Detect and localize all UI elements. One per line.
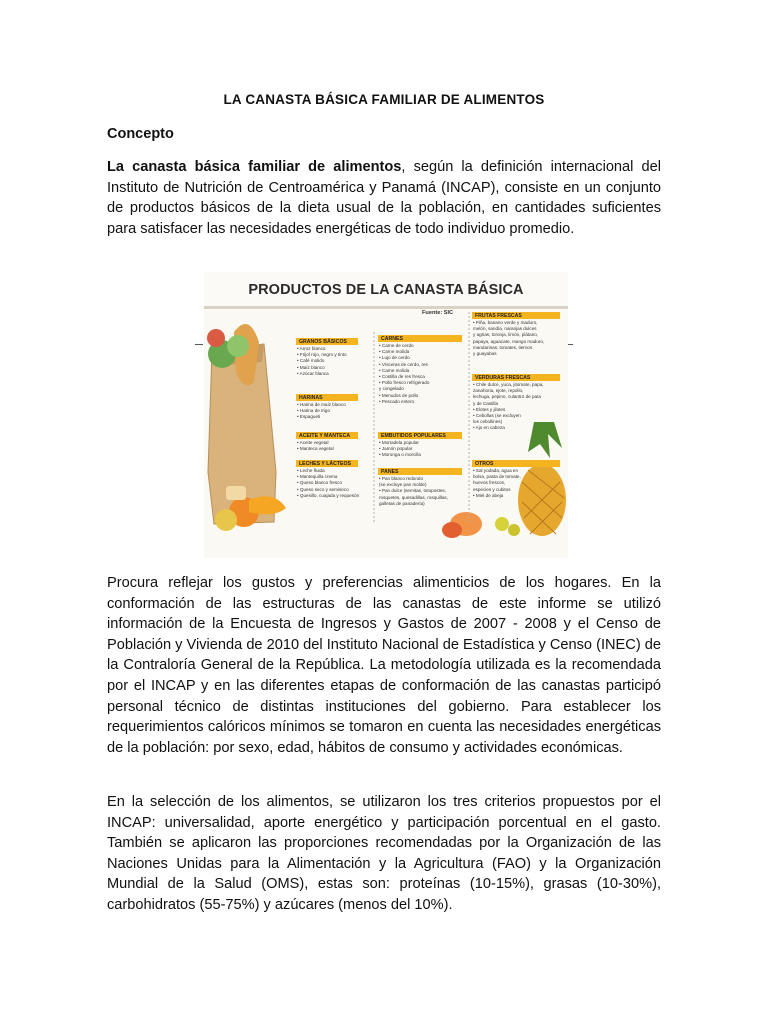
category-items bbox=[379, 476, 448, 507]
category-item: • Espagueti bbox=[297, 414, 321, 420]
category-item: • Queso blanco fresco bbox=[297, 480, 343, 486]
category-item: • Harina de trigo bbox=[297, 408, 331, 414]
category-item: • Chile dulce, yuca, jitomate, papa, bbox=[473, 382, 544, 387]
paragraph-definition-text: , según la definición internacional del Instituto de Nutrición de Centroamérica y Panamá (INCAP), consiste en un conjunto de productos básicos de la dieta usual de la población, en cantidades suficientes para satisfacer las necesidades energéticas de todo individuo promedio. bbox=[107, 159, 661, 237]
category-label: FRUTAS FRESCAS bbox=[472, 312, 560, 319]
category-item: • Carne molida bbox=[379, 349, 410, 355]
paragraph-gustos: Procura reflejar los gustos y preferencias alimenticios de los hogares. En la conformación de las estructuras de las canastas de este informe se utilizó información de la Encuesta de Ingresos y Gastos de 2007 - 2008 y el Censo de Población y Vivienda de 2010 del Instituto Nacional de Estadística y Censo (INEC) de la Contraloría General de la República. La metodología utilizada es la recomendada por el INCAP y en las diferentes etapas de conformación de las canastas participó personal técnico de distintas instituciones del gobierno. Para establecer los requerimientos calóricos mínimos se tomaron en cuenta las necesidades energéticas de la población: por sexo, edad, hábitos de consumo y actividades económicas. bbox=[107, 575, 661, 756]
category-item: y congelado bbox=[379, 386, 404, 392]
category-item: • Carne molida bbox=[379, 367, 410, 373]
figure-canasta-basica bbox=[204, 272, 568, 558]
category-item: • Pan dulce (semitas, totopostes, bbox=[379, 488, 446, 494]
category-item: • Ajo en cabeza bbox=[473, 425, 505, 431]
category-item: • Lujo de cerdo bbox=[379, 355, 410, 361]
category-item: melón, sandía, naranjas dulces bbox=[473, 326, 537, 332]
paragraph-criterios: En la selección de los alimentos, se utilizaron los tres criterios propuestos por el INCAP: universalidad, aporte energético y participación porcentual en el gasto. También se aplicaron las proporciones recomendadas por la Organización de las Naciones Unidas para la Alimentación y la Agricultura (FAO) y la Organización Mundial de la Salud (OMS), estas son: proteínas (10-15%), grasas (10-30%), carbohidratos (55-75%) y azúcares (menos del 10%). bbox=[107, 794, 661, 913]
category-item: • Vísceras de cerdo, res bbox=[379, 361, 428, 367]
category-item: rosquetes, quesadillas, rosquillas, bbox=[379, 494, 448, 500]
category-item: • Piña, banano verde y maduro, bbox=[473, 320, 538, 325]
category-items bbox=[297, 346, 347, 377]
category-item: bolsa, pasta de tomate, bbox=[473, 474, 521, 480]
category-item: • Jamón popular bbox=[379, 446, 413, 452]
category-items bbox=[473, 320, 544, 357]
category-item: • Pan blanco redondo bbox=[379, 476, 424, 481]
category-item: y agrias, toronja, limón, plátano, bbox=[473, 332, 539, 338]
category-item: • Elotes y jilotes bbox=[473, 406, 506, 412]
category-label: OTROS bbox=[472, 460, 560, 467]
category-item: papaya, aguacate, mango maduro, bbox=[473, 338, 545, 344]
figure-source: Fuente: SIC bbox=[422, 310, 454, 316]
document-title: LA CANASTA BÁSICA FAMILIAR DE ALIMENTOS bbox=[223, 92, 545, 107]
category-item: zanahoria, ejote, repollo, bbox=[473, 388, 524, 394]
paragraph-lead: La canasta básica familiar de alimentos bbox=[107, 159, 402, 175]
category-label: EMBUTIDOS POPULARES bbox=[378, 432, 462, 439]
category-item: mandarinas, tomates, tiernos bbox=[473, 344, 533, 350]
category-label: PANES bbox=[378, 468, 462, 475]
lemons-icon bbox=[495, 517, 520, 536]
category-label: LECHES Y LÁCTEOS bbox=[296, 460, 358, 467]
category-item: (se excluye pan molde) bbox=[379, 482, 427, 488]
category-label: GRANOS BÁSICOS bbox=[296, 338, 358, 345]
figure-title: PRODUCTOS DE LA CANASTA BÁSICA bbox=[248, 282, 524, 298]
category-item: • Moronga o morcilla bbox=[379, 452, 421, 458]
category-item: los cebollines) bbox=[473, 419, 503, 425]
category-item: • Sal yodada, agua en bbox=[473, 468, 519, 473]
category-items bbox=[473, 468, 521, 499]
category-item: • Manteca vegetal bbox=[297, 446, 334, 452]
category-item: • Leche fluida bbox=[297, 468, 325, 473]
category-item: • Pescado entero bbox=[379, 398, 415, 404]
category-label: CARNES bbox=[378, 335, 462, 342]
category-item: y guayabas bbox=[473, 351, 497, 357]
section-heading: Concepto bbox=[107, 126, 174, 142]
category-item: galletas de panadería) bbox=[379, 500, 425, 506]
category-item: • Cebollas (se excluyen bbox=[473, 413, 521, 419]
category-item: • Miel de abeja bbox=[473, 492, 504, 498]
category-item: huevos frescos, bbox=[473, 480, 506, 486]
category-item: • Café molido bbox=[297, 358, 325, 364]
paragraph-definition bbox=[107, 157, 661, 239]
margin-mark-left bbox=[195, 344, 203, 345]
category-item: • Quesillo, cuajada y requesón bbox=[297, 492, 360, 498]
category-item: • Menudos de pollo bbox=[379, 392, 419, 398]
category-item: • Carne de cerdo bbox=[379, 343, 414, 348]
category-item: • Arroz blanco bbox=[297, 346, 326, 351]
category-item: • Mantequilla crema bbox=[297, 474, 338, 480]
category-item: y de Castilla bbox=[473, 400, 499, 406]
pineapple-icon bbox=[518, 422, 566, 536]
category-label: HARINAS bbox=[296, 394, 358, 401]
category-item: • Mortadela popular bbox=[379, 440, 419, 445]
category-label: VERDURAS FRESCAS bbox=[472, 374, 560, 381]
category-item: • Costilla de res fresca bbox=[379, 374, 425, 380]
category-items bbox=[379, 440, 421, 459]
category-items bbox=[297, 468, 359, 499]
category-items bbox=[473, 382, 544, 432]
category-item: • Pollo fresco refrigerado bbox=[379, 380, 430, 386]
category-item: • Aceite vegetal bbox=[297, 440, 329, 445]
category-items bbox=[297, 402, 346, 421]
category-item: especies y cubitos bbox=[473, 486, 511, 492]
category-item: • Harina de maíz blanco bbox=[297, 402, 346, 407]
papaya-icon bbox=[442, 512, 482, 538]
category-items bbox=[297, 440, 334, 452]
category-label: ACEITE Y MANTECA bbox=[296, 432, 358, 439]
category-item: • Maíz blanco bbox=[297, 364, 325, 370]
category-item: • Frijol rojo, negro y tinto bbox=[297, 352, 347, 358]
category-item: • Queso seco y semiseco bbox=[297, 486, 349, 492]
category-item: • Azúcar blanca bbox=[297, 370, 329, 376]
category-items bbox=[379, 343, 429, 405]
category-item: lechuga, pepino, culantro de pata bbox=[473, 394, 541, 400]
